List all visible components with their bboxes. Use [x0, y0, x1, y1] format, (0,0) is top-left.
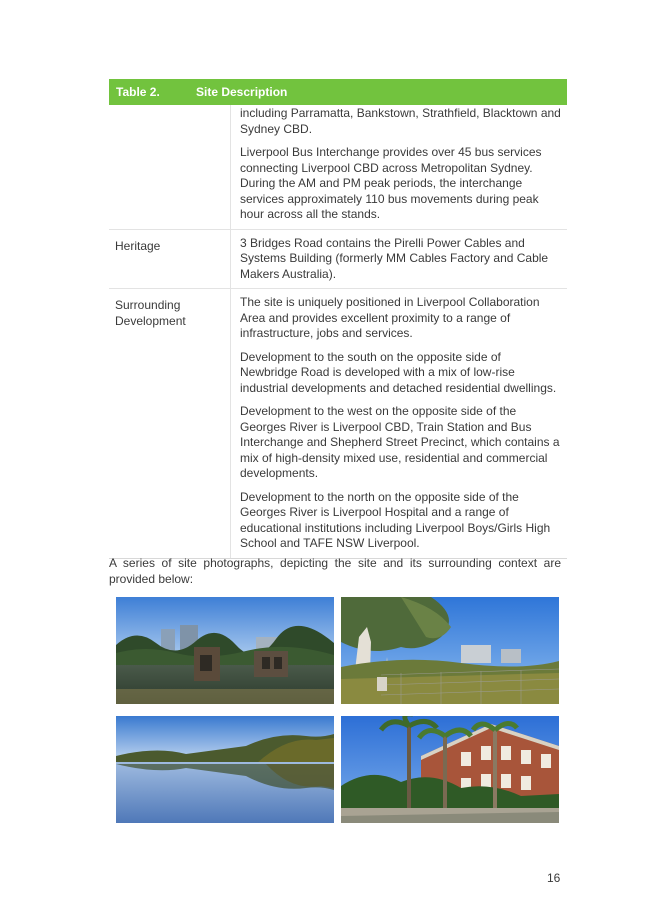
- row-content: [231, 105, 567, 229]
- table-header: [109, 79, 567, 105]
- page-number: 16: [547, 871, 561, 885]
- row-paragraph: 3 Bridges Road contains the Pirelli Power Cables and Systems Building (formerly MM Cables Factory and Cable Makers Australia).: [240, 235, 549, 281]
- table-row: [109, 105, 567, 230]
- photos-intro-text: A series of site photographs, depicting the site and its surrounding context are provided below:: [109, 556, 561, 586]
- site-photo-heritage-building: [341, 716, 559, 823]
- row-paragraph: including Parramatta, Bankstown, Strathfield, Blacktown and Sydney CBD.: [240, 106, 561, 136]
- site-photo-river-reflection: [116, 716, 334, 823]
- row-paragraph: Liverpool Bus Interchange provides over 45 bus services connecting Liverpool CBD across Metropolitan Sydney. During the AM and PM peak periods, the interchange services approximately 110 bus movements during peak hour across all the stands.: [240, 145, 542, 221]
- row-label: Surrounding Development: [109, 289, 231, 558]
- row-paragraph: The site is uniquely positioned in Liverpool Collaboration Area and provides excellent proximity to a range of infrastructure, jobs and services.: [240, 295, 540, 340]
- table-row: [109, 230, 567, 290]
- row-paragraph: Development to the south on the opposite side of Newbridge Road is developed with a mix of low-rise industrial developments and detached residential dwellings.: [240, 349, 557, 395]
- site-description-table: [109, 79, 567, 559]
- row-label: Heritage: [109, 230, 231, 289]
- site-photo-tree-fence: [341, 597, 559, 704]
- table-row: [109, 289, 567, 559]
- row-paragraph: Development to the west on the opposite side of the Georges River is Liverpool CBD, Train Station and Bus Interchange and Shepherd Street Precinct, which contains a mix of high-density mixed use, residential and commercial developments.: [240, 404, 560, 480]
- table-title: Site Description: [196, 85, 288, 99]
- site-photo-river-bridge-piers: [116, 597, 334, 704]
- row-paragraph: Development to the north on the opposite side of the Georges River is Liverpool Hospital and a range of educational institutions including Liverpool Boys/Girls High School and TAFE NSW Liverpool.: [240, 489, 551, 550]
- row-content: [231, 230, 567, 289]
- row-label: [109, 105, 231, 229]
- table-number: Table 2.: [116, 85, 160, 99]
- row-content: [231, 289, 567, 558]
